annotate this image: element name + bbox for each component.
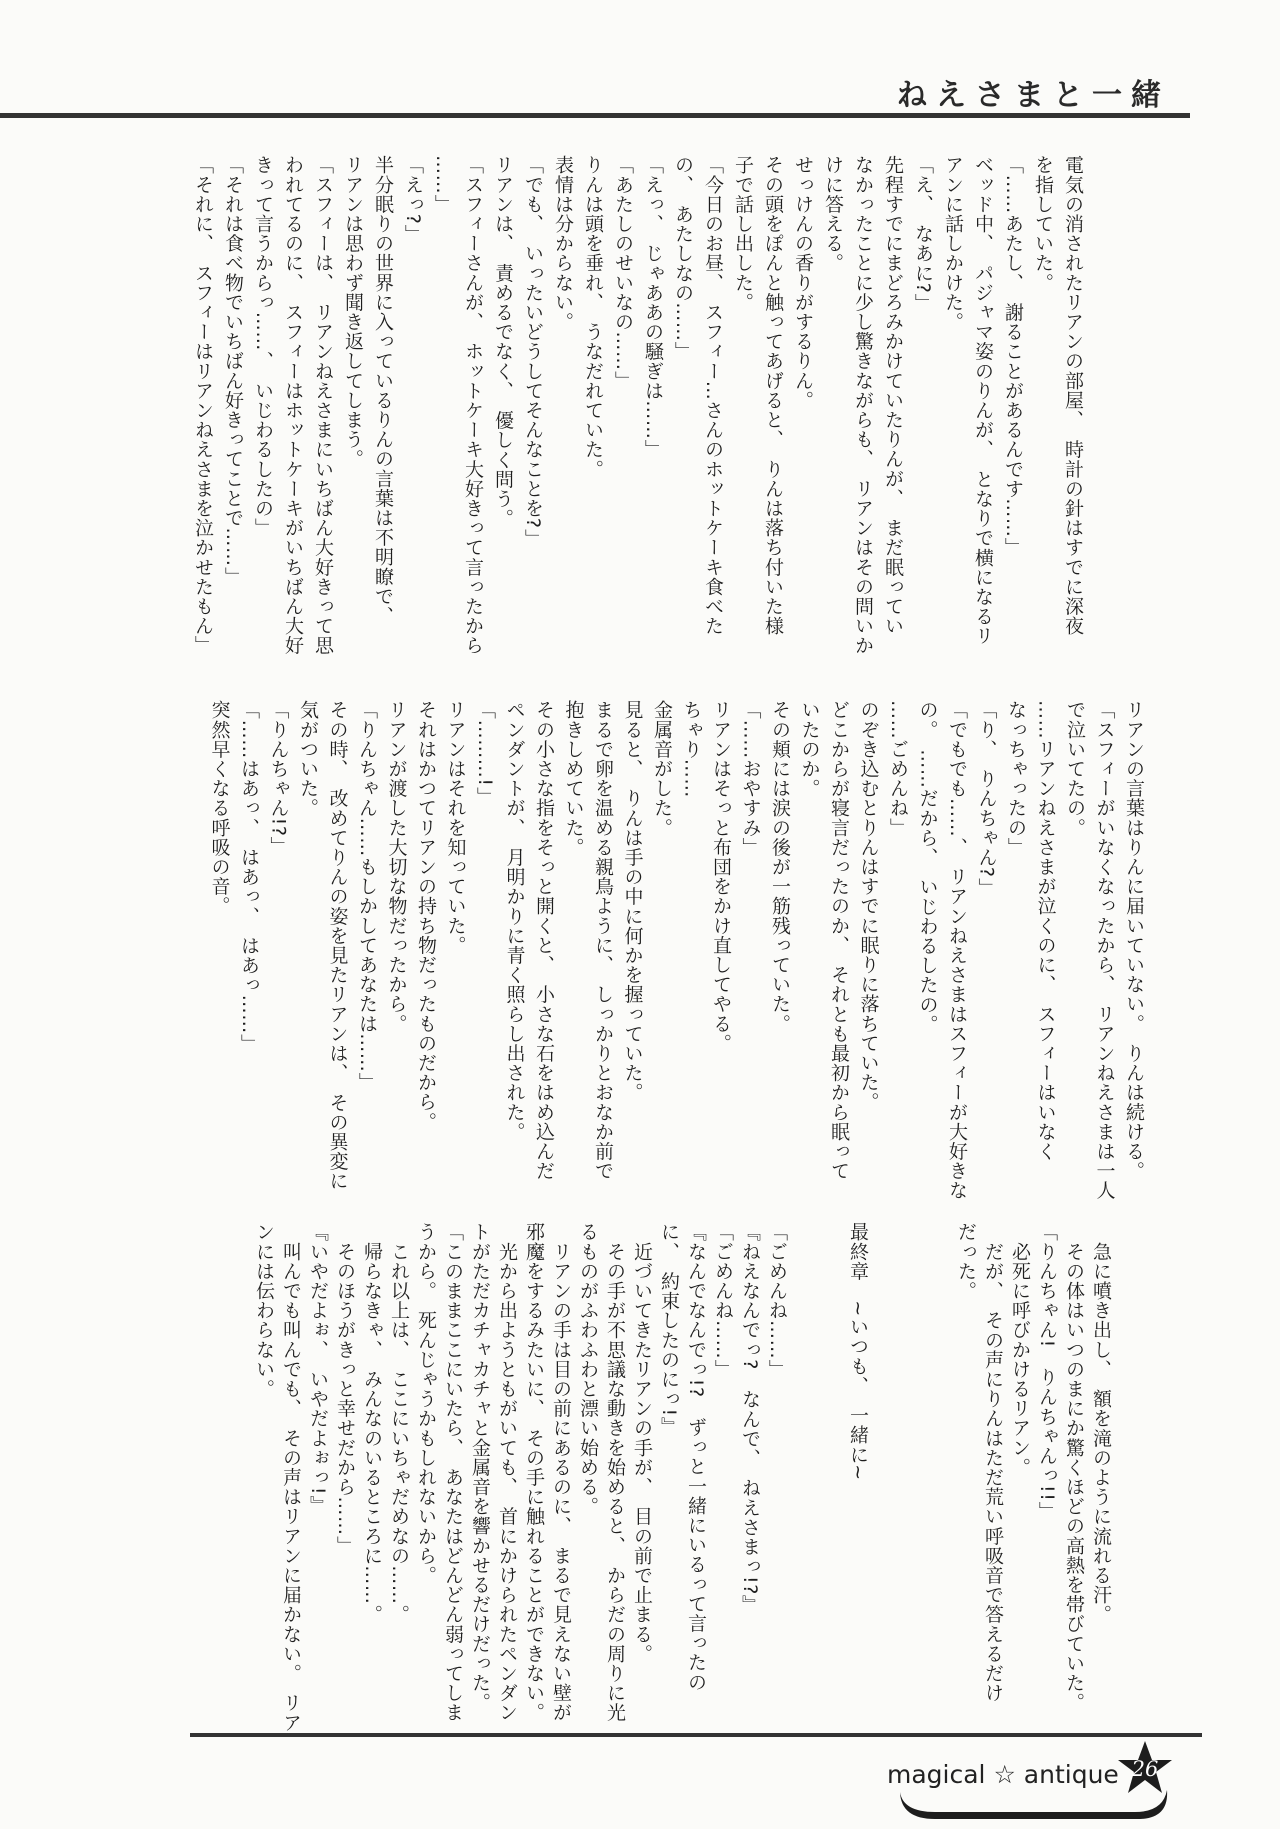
text-line: 「りんちゃん……もしかしてあなたは……」 [356, 700, 378, 1092]
header-rule [0, 113, 1190, 118]
text-line: 「えっ、 じゃああの騒ぎは……」 [642, 155, 664, 460]
text-line: その頭をぽんと触ってあげると、 りんは落ち付いた様 [762, 155, 784, 636]
text-line: きって言うからっ……、 いじわるしたの」 [252, 155, 274, 538]
text-line: るものがふわふわと漂い始める。 [577, 1222, 599, 1516]
text-line: その体はいつのまにか驚くほどの高熱を帯びていた。 [1063, 1222, 1085, 1712]
text-line: のぞき込むとりんはすでに眠りに落ちていた。 [857, 700, 880, 1112]
text-line: われてるのに、 スフィーはホットケーキがいちばん大好 [282, 155, 304, 656]
text-line: に、 約束したのにっ!』 [658, 1222, 680, 1437]
text-line: 光から出ようともがいても、 首にかけられたペンダン [496, 1222, 518, 1723]
text-line: 「………!」 [474, 700, 496, 807]
text-line: 急に噴き出し、 額を滝のように流れる汗。 [1090, 1222, 1112, 1625]
text-line: リアンは思わず聞き返してしまう。 [342, 155, 364, 469]
text-line: の。 ……だから、 いじわるしたの。 [916, 700, 939, 1034]
text-line: リアンの手は目の前にあるのに、 まるで見えない壁が [550, 1222, 572, 1723]
text-line: 「このままここにいたら、 あなたはどんどん弱ってしま [442, 1222, 464, 1723]
text-line: いたのか。 [798, 700, 821, 798]
text-line: リアンはそれを知っていた。 [444, 700, 467, 955]
text-line: リアンの言葉はりんに届いていない。 りんは続ける。 [1123, 700, 1145, 1181]
text-block-bottom [250, 1222, 1114, 1733]
text-line: なっちゃったの」 [1005, 700, 1027, 857]
text-line: 先程すでにまどろみかけていたりんが、 まだ眠ってい [882, 155, 904, 636]
page-number: 26 [1131, 1757, 1159, 1781]
text-line: これ以上は、 ここにいちゃだめなの……。 [388, 1222, 410, 1625]
text-line: 「スフィーがいなくなったから、 リアンねえさまは一人 [1093, 700, 1116, 1201]
text-line: その頬には涙の後が一筋残っていた。 [769, 700, 791, 1034]
text-line: まるで卵を温める親鳥ように、 しっかりとおなか前で [592, 700, 614, 1181]
text-line: ペンダントが、 月明かりに青く照らし出された。 [503, 700, 526, 1142]
text-line [871, 1222, 898, 1722]
text-line: 帰らなきゃ、 みんなのいるところに……。 [361, 1222, 383, 1625]
text-line: アンに話しかけた。 [942, 155, 964, 332]
text-line: 半分眠りの世界に入っているりんの言葉は不明瞭で、 [372, 155, 394, 626]
text-line: 「り、 りんちゃん?」 [975, 700, 998, 898]
text-line: なかったことに少し驚きながらも、 リアンはその問いか [852, 155, 874, 656]
footer-brand: magical ☆ antique [887, 1760, 1119, 1789]
text-line [790, 1222, 817, 1722]
text-line: リアンが渡した大切な物だったから。 [385, 700, 408, 1034]
footer-rule [190, 1733, 1202, 1737]
text-block-middle [204, 700, 1148, 1200]
text-line: 抱きしめていた。 [562, 700, 585, 857]
text-line: そのほうがきっと幸せだから……」 [334, 1222, 356, 1556]
text-line: 「えっ?」 [402, 155, 424, 245]
text-block-top [188, 155, 1088, 675]
text-line: だが、 その声にりんはただ荒い呼吸音で答えるだけ [982, 1222, 1004, 1703]
text-line: 気がついた。 [297, 700, 319, 818]
text-line: 「スフィーは、 リアンねえさまにいちばん大好きって思 [312, 155, 334, 656]
text-line: 「……あたし、 謝ることがあるんです……」 [1002, 155, 1024, 558]
text-line: 叫んでも叫んでも、 その声はリアンに届かない。 リア [280, 1222, 302, 1733]
text-line: 「りんちゃん!?」 [267, 700, 290, 857]
text-line: を指していた。 [1032, 155, 1054, 293]
text-line: 「ごめんね……」 [766, 1222, 788, 1379]
text-line: 邪魔をするみたいに、 その手に触れることができない。 [523, 1222, 545, 1723]
text-line: 「……おやすみ」 [739, 700, 762, 857]
text-line: 「でもでも……、 リアンねえさまはスフィーが大好きな [946, 700, 968, 1201]
text-line: 『いやだよぉ、 いやだよぉっ!』 [307, 1222, 329, 1515]
text-line [817, 1222, 844, 1722]
text-line: 「今日のお昼、 スフィー…さんのホットケーキ食べた [702, 155, 724, 636]
text-line: 「でも、 いったいどうしてそんなことを?」 [522, 155, 544, 549]
text-line: 「スフィーさんが、 ホットケーキ大好きって言ったから [462, 155, 484, 656]
text-line: 『なんでなんでっ!? ずっと一緒にいるって言ったの [685, 1222, 707, 1692]
text-line: ちゃり…… [680, 700, 703, 798]
text-line: ベッド中、 パジャマ姿のりんが、 となりで横になるリ [972, 155, 994, 646]
text-line: ……」 [432, 155, 454, 214]
text-line: 表情は分からない。 [552, 155, 574, 332]
text-line: 「それに、 スフィーはリアンねえさまを泣かせたもん」 [192, 155, 214, 656]
text-line: の、 あたしなの……」 [672, 155, 694, 362]
text-line: 金属音がした。 [651, 700, 673, 838]
text-line: ……リアンねえさまが泣くのに、 スフィーはいなく [1034, 700, 1057, 1161]
text-line: 「え、 なあに?」 [912, 155, 934, 313]
footer-swoosh [895, 1790, 1175, 1820]
text-line: 「それは食べ物でいちばん好きってことで……」 [222, 155, 244, 587]
text-line: リアンは、 責めるでなく、 優しく問う。 [492, 155, 514, 528]
text-line: 必死に呼びかけるリアン。 [1009, 1222, 1031, 1477]
text-line: だった。 [955, 1222, 977, 1301]
text-line: 最終章 ~いつも、 一緒に~ [847, 1222, 869, 1481]
text-line: ……ごめんね」 [887, 700, 909, 838]
text-line: 「あたしのせいなの……」 [612, 155, 634, 391]
text-line: それはかつてリアンの持ち物だったものだから。 [415, 700, 437, 1132]
text-line: リアンはそっと布団をかけ直してやる。 [710, 700, 732, 1053]
text-line: で泣いてたの。 [1064, 700, 1086, 838]
text-line: 「……はあっ、 はあっ、 はあっ……」 [238, 700, 260, 1054]
text-line: 見ると、 りんは手の中に何かを握っていた。 [621, 700, 644, 1103]
text-line [898, 1222, 925, 1722]
running-header-title: ねえさまと一緒 [897, 78, 1170, 113]
text-line: けに答える。 [822, 155, 844, 273]
text-line: 「りんちゃん! りんちゃんっ!!」 [1036, 1222, 1058, 1522]
text-line: 「ごめんね……」 [712, 1222, 734, 1379]
text-line: せっけんの香りがするりん。 [792, 155, 814, 410]
text-line: その手が不思議な動きを始めると、 からだの周りに光 [604, 1222, 626, 1723]
text-line: 突然早くなる呼吸の音。 [208, 700, 231, 916]
text-line [925, 1222, 952, 1722]
text-line: トがただカチャカチャと金属音を響かせるだけだった。 [469, 1222, 491, 1712]
text-line: 子で話し出した。 [732, 155, 754, 312]
text-line: ンには伝わらない。 [253, 1222, 275, 1399]
text-line: 『ねえなんでっ? なんで、 ねえさまっ!?』 [739, 1222, 761, 1615]
text-line: その時、 改めてりんの姿を見たリアンは、 その異変に [326, 700, 349, 1191]
text-line: どこからが寝言だったのか、 それとも最初から眠って [828, 700, 850, 1181]
text-line: うから。 死んじゃうかもしれないから。 [415, 1222, 437, 1585]
text-line: その小さな指をそっと開くと、 小さな石をはめ込んだ [533, 700, 555, 1181]
text-line: りんは頭を垂れ、 うなだれていた。 [582, 155, 604, 479]
text-line: 近づいてきたリアンの手が、 目の前で止まる。 [631, 1222, 653, 1664]
text-line: 電気の消されたリアンの部屋、 時計の針はすでに深夜 [1062, 155, 1084, 636]
